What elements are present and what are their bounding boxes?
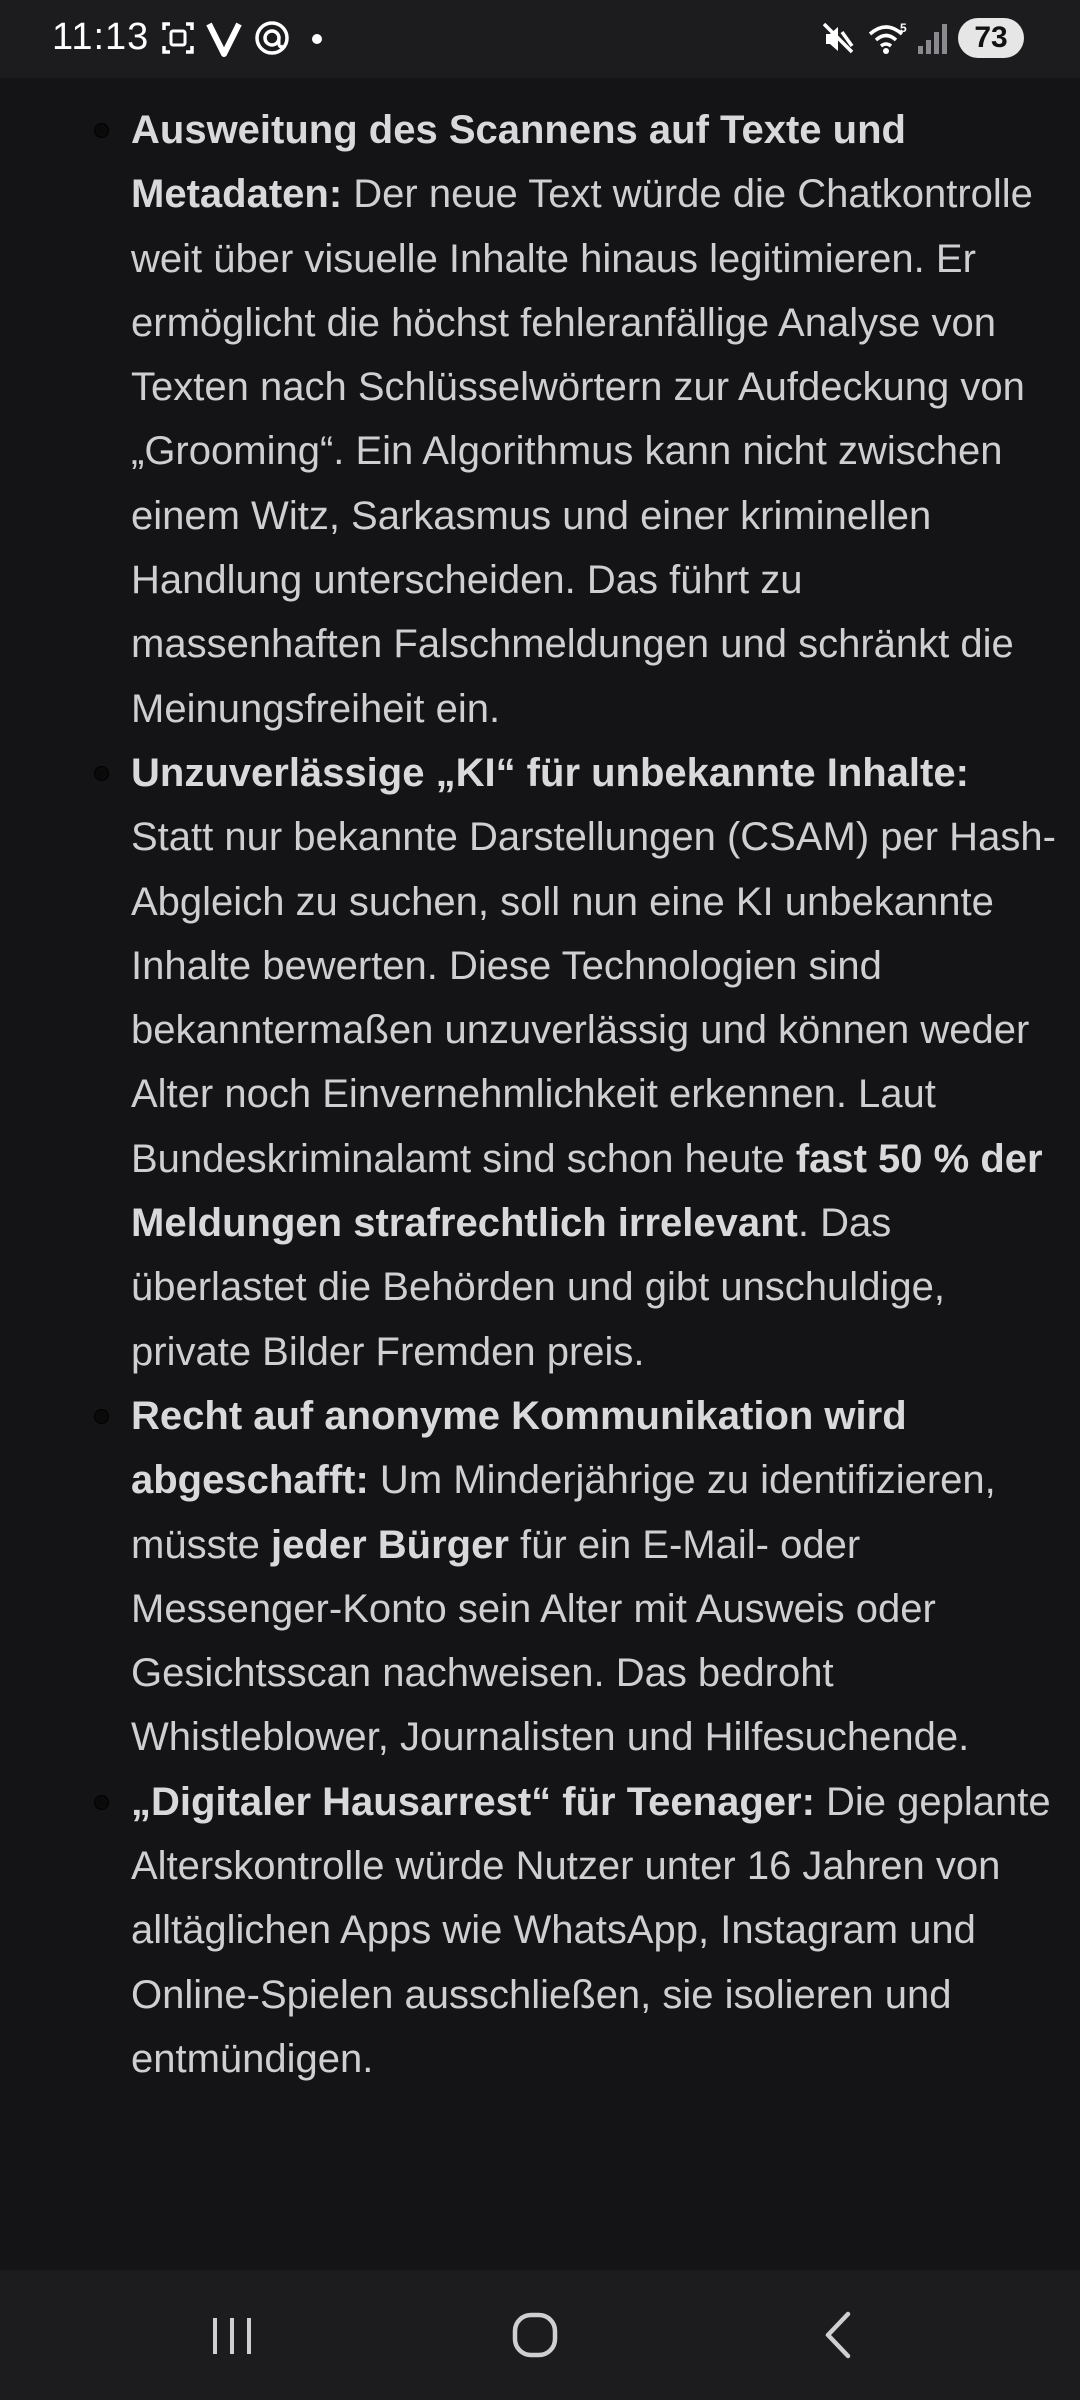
bullet-dot-icon: [95, 1796, 108, 1809]
body-text: . Das überlastet die Behörden und gibt unschuldige, private Bilder Fremden preis.: [131, 1201, 945, 1374]
bold-text: Unzuverlässige „KI“ für unbekannte Inhalte:: [131, 750, 969, 795]
status-time: 11:13: [52, 16, 150, 58]
recent-apps-icon[interactable]: [192, 2300, 272, 2370]
home-icon[interactable]: [495, 2300, 575, 2370]
battery-indicator: 73: [958, 18, 1024, 58]
list-item: [131, 1770, 1061, 2091]
signal-icon: [916, 18, 950, 58]
screenshot-icon: [158, 18, 198, 58]
back-icon[interactable]: [798, 2300, 878, 2370]
article-content: [0, 78, 1080, 2270]
list-item: [131, 1384, 1061, 1770]
bold-text: „Digitaler Hausarrest“ für Teenager:: [131, 1779, 815, 1824]
notification-dot-icon: [310, 18, 324, 58]
bold-text: Ausweitung des Scannens auf Texte und Metadaten:: [131, 108, 906, 217]
v-app-icon: [206, 18, 242, 58]
navigation-bar: [0, 2270, 1080, 2400]
bold-text: jeder Bürger: [271, 1522, 509, 1567]
body-text: Um Minderjährige zu identifizieren, müsste: [131, 1458, 996, 1567]
bullet-dot-icon: [95, 1410, 108, 1423]
mute-icon: [818, 18, 858, 58]
wifi-5-icon: [866, 18, 910, 58]
status-bar: [0, 0, 1080, 78]
bullet-list: [131, 98, 1061, 2091]
bold-text: fast 50 % der Meldungen strafrechtlich irrelevant: [131, 1136, 1043, 1246]
bullet-dot-icon: [95, 124, 108, 137]
threads-icon: [252, 18, 292, 58]
body-text: Statt nur bekannte Darstellungen (CSAM) per Hash-Abgleich zu suchen, soll nun eine KI unbekannte Inhalte bewerten. Diese Technologien sind bekanntermaßen unzuverlässig und können weder Alter noch Einvernehmlichkeit erkennen. Laut Bundeskriminalamt sind schon heute: [131, 815, 1056, 1181]
body-text: Die geplante Alterskontrolle würde Nutzer unter 16 Jahren von alltäglichen Apps wie WhatsApp, Instagram und Online-Spielen ausschließen, sie isolieren und entmündigen.: [131, 1779, 1051, 2081]
body-text: für ein E-Mail- oder Messenger-Konto sein Alter mit Ausweis oder Gesichtsscan nachweisen. Das bedroht Whistleblower, Journalisten und Hilfesuchende.: [131, 1522, 970, 1760]
bold-text: Recht auf anonyme Kommunikation wird abgeschafft:: [131, 1393, 907, 1503]
list-item: [131, 98, 1061, 741]
list-item: [131, 741, 1061, 1384]
svg-text:5: 5: [900, 21, 907, 35]
bullet-dot-icon: [95, 767, 108, 780]
body-text: Der neue Text würde die Chatkontrolle weit über visuelle Inhalte hinaus legitimieren. Er ermöglicht die höchst fehleranfällige Analyse von Texten nach Schlüsselwörtern zur Aufdeckung von „Grooming“. Ein Algorithmus kann nicht zwischen einem Witz, Sarkasmus und einer kriminellen Handlung unterscheiden. Das führt zu massenhaften Falschmeldungen und schränkt die Meinungsfreiheit ein.: [131, 172, 1033, 731]
